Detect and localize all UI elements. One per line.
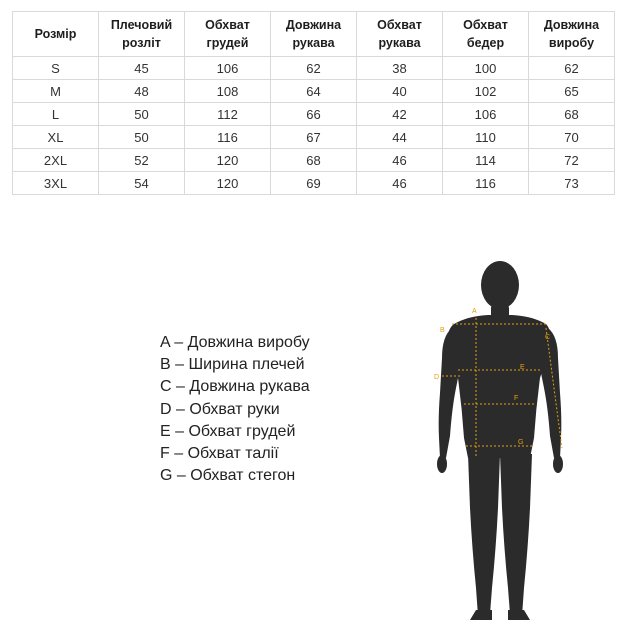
table-cell: 68 bbox=[529, 103, 615, 126]
table-cell: 69 bbox=[271, 172, 357, 195]
table-row bbox=[13, 57, 615, 80]
header-hips: Обхват бедер bbox=[443, 12, 529, 57]
table-cell: 120 bbox=[185, 172, 271, 195]
table-cell: 116 bbox=[185, 126, 271, 149]
marker-f: F bbox=[514, 395, 519, 402]
marker-g: G bbox=[518, 439, 524, 446]
legend-item-g: G – Обхват стегон bbox=[160, 467, 296, 485]
table-cell: L bbox=[13, 103, 99, 126]
legend-item-b: B – Ширина плечей bbox=[160, 356, 305, 374]
marker-a: A bbox=[472, 308, 477, 315]
table-cell: 70 bbox=[529, 126, 615, 149]
table-cell: XL bbox=[13, 126, 99, 149]
body-silhouette bbox=[437, 261, 563, 620]
table-header-row bbox=[13, 12, 615, 57]
table-cell: 110 bbox=[443, 126, 529, 149]
table-cell: 45 bbox=[99, 57, 185, 80]
table-row bbox=[13, 126, 615, 149]
table-cell: 38 bbox=[357, 57, 443, 80]
table-row bbox=[13, 80, 615, 103]
header-sleeve-girth: Обхват рукава bbox=[357, 12, 443, 57]
header-chest: Обхват грудей bbox=[185, 12, 271, 57]
table-cell: 42 bbox=[357, 103, 443, 126]
table-cell: S bbox=[13, 57, 99, 80]
table-cell: 72 bbox=[529, 149, 615, 172]
legend-item-a: A – Довжина виробу bbox=[160, 334, 310, 351]
table-cell: 48 bbox=[99, 80, 185, 103]
table-cell: 120 bbox=[185, 149, 271, 172]
header-shoulder-width: Плечовий розліт bbox=[99, 12, 185, 57]
body-measurement-diagram bbox=[428, 258, 568, 622]
table-cell: 65 bbox=[529, 80, 615, 103]
table-cell: 46 bbox=[357, 149, 443, 172]
table-cell: 3XL bbox=[13, 172, 99, 195]
table-cell: 50 bbox=[99, 126, 185, 149]
table-cell: 50 bbox=[99, 103, 185, 126]
header-size: Розмір bbox=[13, 12, 99, 57]
legend-item-f: F – Обхват талії bbox=[160, 445, 279, 463]
header-item-length: Довжина виробу bbox=[529, 12, 615, 57]
table-row bbox=[13, 172, 615, 195]
table-cell: 108 bbox=[185, 80, 271, 103]
table-cell: 73 bbox=[529, 172, 615, 195]
table-cell: 54 bbox=[99, 172, 185, 195]
table-cell: 114 bbox=[443, 149, 529, 172]
table-cell: 52 bbox=[99, 149, 185, 172]
table-cell: 106 bbox=[185, 57, 271, 80]
table-cell: 106 bbox=[443, 103, 529, 126]
table-cell: 62 bbox=[529, 57, 615, 80]
table-cell: M bbox=[13, 80, 99, 103]
header-sleeve-length: Довжина рукава bbox=[271, 12, 357, 57]
table-cell: 40 bbox=[357, 80, 443, 103]
legend-item-c: C – Довжина рукава bbox=[160, 378, 310, 396]
table-cell: 64 bbox=[271, 80, 357, 103]
table-row bbox=[13, 103, 615, 126]
table-cell: 44 bbox=[357, 126, 443, 149]
size-chart-table bbox=[12, 11, 615, 195]
table-cell: 68 bbox=[271, 149, 357, 172]
table-cell: 2XL bbox=[13, 149, 99, 172]
table-cell: 66 bbox=[271, 103, 357, 126]
measurement-legend bbox=[160, 332, 310, 487]
table-row bbox=[13, 149, 615, 172]
legend-item-e: E – Обхват грудей bbox=[160, 422, 296, 440]
table-cell: 112 bbox=[185, 103, 271, 126]
marker-b: B bbox=[440, 327, 445, 334]
table-cell: 62 bbox=[271, 57, 357, 80]
table-cell: 46 bbox=[357, 172, 443, 195]
marker-e: E bbox=[520, 364, 525, 371]
table-cell: 102 bbox=[443, 80, 529, 103]
table-cell: 100 bbox=[443, 57, 529, 80]
table-cell: 116 bbox=[443, 172, 529, 195]
marker-d: D bbox=[434, 374, 440, 381]
marker-c: C bbox=[545, 334, 551, 341]
legend-item-d: D – Обхват руки bbox=[160, 400, 280, 418]
table-cell: 67 bbox=[271, 126, 357, 149]
